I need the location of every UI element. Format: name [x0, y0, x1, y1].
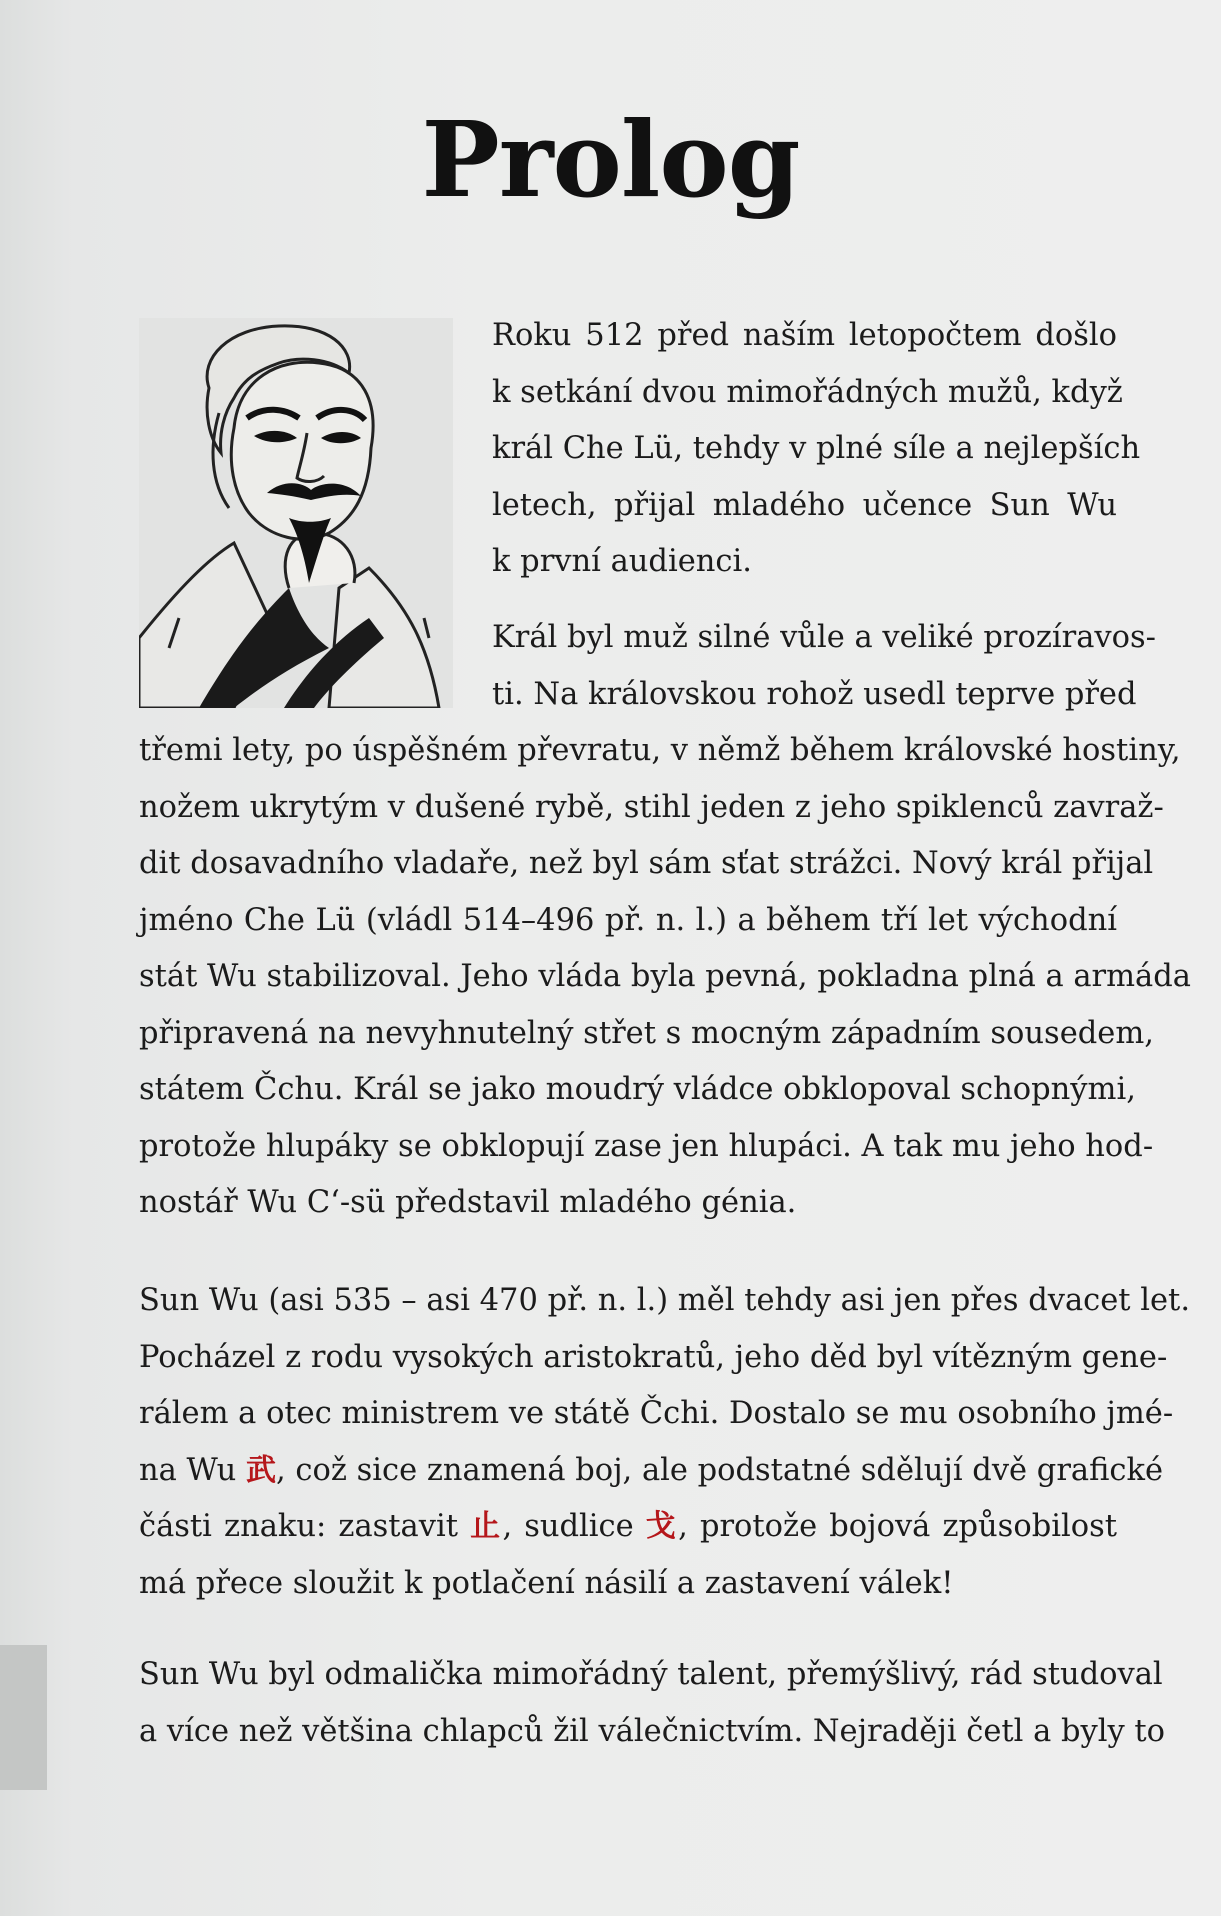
text-line: král Che Lü, tehdy v plné síle a nejlepších [492, 431, 1141, 466]
text-line: Král byl muž silné vůle a veliké prozíravos- [492, 620, 1156, 655]
text-line: státem Čchu. Král se jako moudrý vládce obklopoval schopnými, [139, 1072, 1136, 1107]
text-line: třemi lety, po úspěšném převratu, v němž během královské hostiny, [139, 733, 1181, 768]
text-segment: části znaku: zastavit [139, 1509, 471, 1544]
text-segment: , což sice znamená boj, ale podstatné sdělují dvě grafické [275, 1452, 1164, 1488]
text-line: Sun Wu byl odmalička mimořádný talent, přemýšlivý, rád studoval [139, 1657, 1163, 1692]
text-line: má přece sloužit k potlačení násilí a zastavení válek! [139, 1565, 954, 1601]
text-segment: , sudlice [502, 1509, 646, 1544]
paragraph-2 [139, 610, 1191, 1232]
chinese-character-zhi: 止 [470, 1509, 503, 1544]
page-edge-tab [0, 1645, 47, 1790]
text-line: dit dosavadního vladaře, než byl sám sťat strážci. Nový král přijal [139, 846, 1154, 881]
text-line: jméno Che Lü (vládl 514–496 př. n. l.) a během tří let východní [139, 902, 1117, 938]
text-line: Roku 512 před naším letopočtem došlo [492, 318, 1117, 353]
text-line: nostář Wu C‘-sü představil mladého génia. [139, 1185, 797, 1220]
text-segment: , protože bojová způsobilost [678, 1509, 1117, 1544]
text-line: k první audienci. [492, 544, 752, 579]
paragraph-3 [139, 1273, 1191, 1612]
text-line: stát Wu stabilizoval. Jeho vláda byla pevná, pokladna plná a armáda [139, 959, 1191, 994]
text-line [139, 1443, 1164, 1500]
text-line [139, 1499, 1117, 1556]
text-line: a více než většina chlapců žil válečnictvím. Nejraději četl a byly to [139, 1713, 1166, 1749]
text-line: letech, přijal mladého učence Sun Wu [492, 487, 1117, 523]
chinese-character-wu: 武 [245, 1452, 276, 1488]
text-line: k setkání dvou mimořádných mužů, když [492, 374, 1123, 410]
paragraph-1 [492, 308, 1141, 591]
text-line: nožem ukrytým v dušené rybě, stihl jeden z jeho spiklenců zavraž- [139, 789, 1164, 825]
chinese-character-ge: 戈 [645, 1509, 679, 1544]
text-line: Pocházel z rodu vysokých aristokratů, jeho děd byl vítězným gene- [139, 1339, 1168, 1375]
paragraph-4 [139, 1647, 1166, 1760]
chapter-title: Prolog [421, 98, 800, 221]
text-line: Sun Wu (asi 535 – asi 470 př. n. l.) měl tehdy asi jen přes dvacet let. [139, 1283, 1191, 1318]
text-line: ti. Na královskou rohož usedl teprve před [492, 676, 1137, 712]
text-line: protože hlupáky se obklopují zase jen hlupáci. A tak mu jeho hod- [139, 1128, 1154, 1164]
text-line: připravená na nevyhnutelný střet s mocným západním sousedem, [139, 1015, 1154, 1051]
text-segment: na Wu [139, 1452, 246, 1488]
text-line: rálem a otec ministrem ve státě Čchi. Dostalo se mu osobního jmé- [139, 1396, 1174, 1431]
